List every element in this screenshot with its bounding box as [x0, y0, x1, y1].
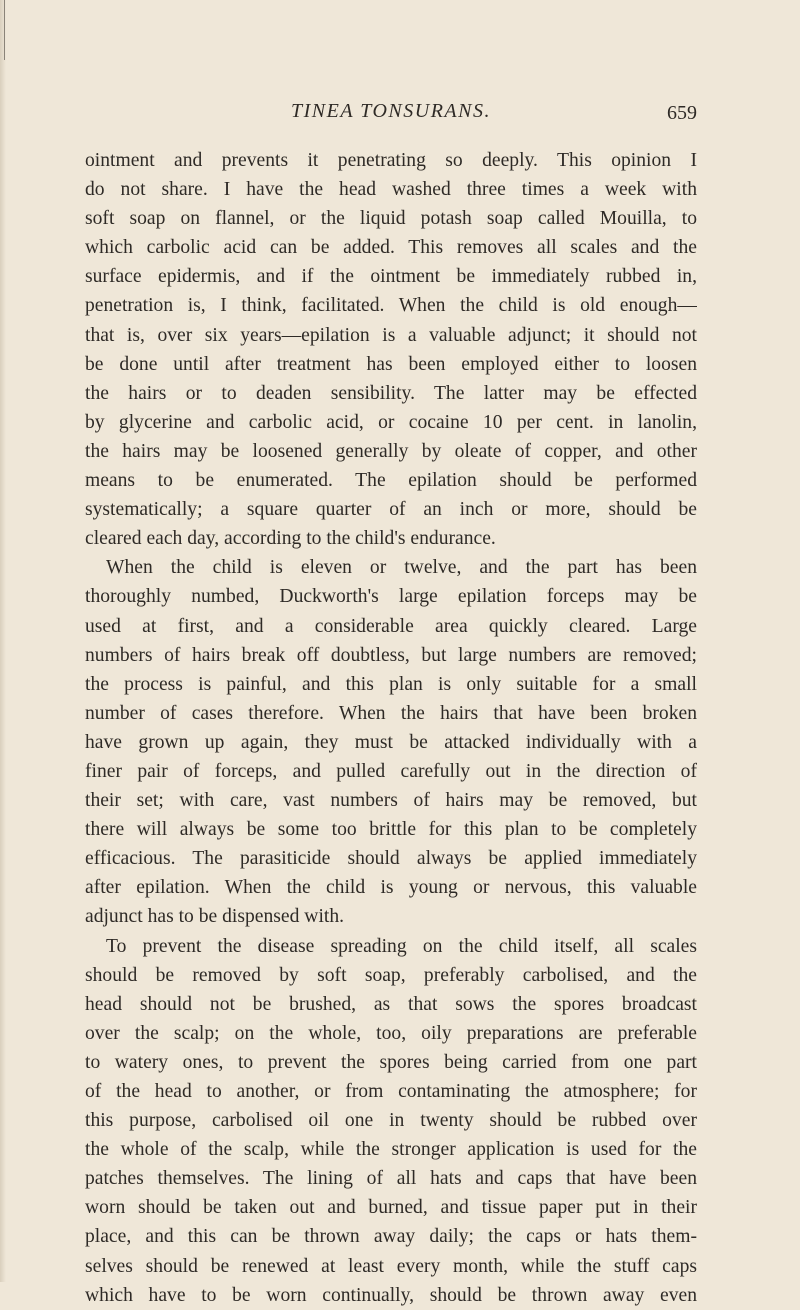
text-line: cleared each day, according to the child's endurance.: [85, 528, 496, 550]
text-line: ointment and prevents it penetrating so deeply. This opinion I: [85, 150, 697, 171]
text-line: selves should be renewed at least every month, while the stuff caps: [85, 1255, 697, 1277]
text-line: should be removed by soft soap, preferably carbolised, and the: [85, 964, 697, 986]
text-line: do not share. I have the head washed three times a week with: [85, 179, 697, 201]
text-line: the hairs or to deaden sensibility. The latter may be effected: [85, 382, 697, 404]
text-line: of the head to another, or from contaminating the atmosphere; for: [85, 1081, 697, 1102]
text-line: have grown up again, they must be attacked individually with a: [85, 731, 697, 753]
page-number: 659: [667, 102, 697, 124]
text-line: that is, over six years—epilation is a valuable adjunct; it should not: [85, 324, 697, 346]
text-line: by glycerine and carbolic acid, or cocaine 10 per cent. in lanolin,: [85, 411, 697, 433]
text-line: the hairs may be loosened generally by oleate of copper, and other: [85, 440, 697, 462]
text-line: thoroughly numbed, Duckworth's large epilation forceps may be: [85, 586, 697, 608]
text-line: used at first, and a considerable area quickly cleared. Large: [85, 615, 697, 637]
text-line: the process is painful, and this plan is only suitable for a small: [85, 673, 697, 695]
text-line: systematically; a square quarter of an inch or more, should be: [85, 499, 697, 521]
text-line: this purpose, carbolised oil one in twenty should be rubbed over: [85, 1110, 697, 1132]
text-line: finer pair of forceps, and pulled carefully out in the direction of: [85, 760, 697, 782]
text-line: to watery ones, to prevent the spores being carried from one part: [85, 1051, 697, 1073]
text-line: there will always be some too brittle for this plan to be completely: [85, 819, 697, 841]
text-line: which have to be worn continually, should be thrown away even: [85, 1284, 697, 1306]
text-line: efficacious. The parasiticide should always be applied immediately: [85, 848, 697, 870]
text-line: numbers of hairs break off doubtless, but large numbers are removed;: [85, 644, 697, 666]
text-line: their set; with care, vast numbers of hairs may be removed, but: [85, 790, 697, 812]
text-line: surface epidermis, and if the ointment be immediately rubbed in,: [85, 266, 697, 288]
body-text: [85, 146, 697, 1310]
text-line: worn should be taken out and burned, and tissue paper put in their: [85, 1197, 697, 1219]
page-edge: [0, 0, 6, 1282]
text-line: after epilation. When the child is young or nervous, this valuable: [85, 877, 697, 899]
text-line: the whole of the scalp, while the stronger application is used for the: [85, 1139, 697, 1161]
text-line: means to be enumerated. The epilation should be performed: [85, 470, 697, 492]
text-line: soft soap on flannel, or the liquid potash soap called Mouilla, to: [85, 208, 697, 230]
text-line: head should not be brushed, as that sows the spores broadcast: [85, 993, 697, 1015]
text-line: adjunct has to be dispensed with.: [85, 906, 345, 928]
text-line: be done until after treatment has been employed either to loosen: [85, 353, 697, 375]
running-head-title: TINEA TONSURANS.: [291, 100, 491, 122]
text-line: over the scalp; on the whole, too, oily preparations are preferable: [85, 1022, 697, 1044]
text-line: number of cases therefore. When the hairs that have been broken: [85, 702, 697, 724]
running-head: [85, 100, 697, 134]
text-line: which carbolic acid can be added. This removes all scales and the: [85, 237, 697, 259]
text-line: patches themselves. The lining of all hats and caps that have been: [85, 1168, 697, 1190]
text-line: When the child is eleven or twelve, and the part has been: [106, 557, 697, 579]
book-page: [85, 100, 697, 1310]
text-line: penetration is, I think, facilitated. When the child is old enough—: [85, 295, 697, 317]
text-line: place, and this can be thrown away daily; the caps or hats them-: [85, 1226, 697, 1248]
text-line: To prevent the disease spreading on the child itself, all scales: [106, 935, 697, 957]
